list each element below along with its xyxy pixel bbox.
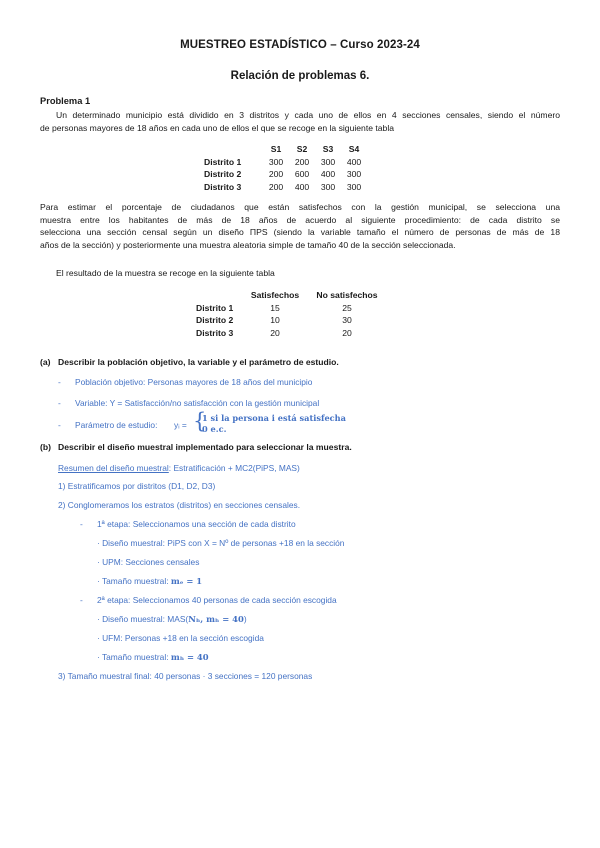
- bullet-dash: -: [58, 420, 61, 430]
- design-line-4: años de la sección) y posteriormente una muestra aleatoria simple de tamaño 40 de la sección seleccionada.: [40, 239, 456, 250]
- stage-1-title: 1ª etapa: Seleccionamos una sección de cada distrito: [97, 519, 296, 529]
- table-row: [204, 168, 367, 181]
- table-row: [204, 156, 367, 169]
- table-cell: 20: [270, 328, 280, 339]
- target-population: Población objetivo: Personas mayores de 18 años del municipio: [75, 377, 313, 387]
- table-row: [196, 314, 394, 327]
- study-variable: Variable: Y = Satisfacción/no satisfacción con la gestión municipal: [75, 398, 320, 408]
- stage-2-unit: · UFM: Personas +18 en la sección escogida: [97, 633, 264, 643]
- table-cell: 300: [346, 169, 362, 180]
- table-cell: 15: [270, 302, 280, 313]
- design-close: ): [243, 614, 247, 624]
- table-cell: 10: [270, 315, 280, 326]
- brace-symbol: {: [193, 409, 207, 433]
- size-label: · Tamaño muestral:: [97, 652, 169, 662]
- design-line-1: Para estimar el porcentaje de ciudadanos que están satisfechos con la gestión municipal, se selecciona una: [40, 202, 560, 212]
- bullet-dash: -: [58, 398, 61, 408]
- row-label: Distrito 1: [196, 302, 234, 313]
- design-math: 𝐍ₕ, 𝐦ₕ = 𝟒𝟎: [188, 614, 244, 624]
- part-a-question: Describir la población objetivo, la variable y el parámetro de estudio.: [58, 357, 339, 367]
- intro-line-1: Un determinado municipio está dividido en 3 distritos y cada uno de ellos en 4 secciones censales, siendo el número: [56, 110, 560, 120]
- parameter-label: Parámetro de estudio:: [75, 420, 158, 430]
- table-row: [196, 327, 394, 340]
- row-label: Distrito 1: [204, 156, 242, 167]
- bullet-dash: -: [58, 377, 61, 387]
- table-cell: 400: [320, 169, 336, 180]
- table1-header-s1: S1: [270, 144, 282, 155]
- sample-result-table: [196, 289, 394, 339]
- summary-value: : Estratificación + MC2(PiPS, MAS): [168, 463, 300, 473]
- table1-header-s2: S2: [296, 144, 308, 155]
- row-label: Distrito 2: [196, 315, 234, 326]
- table2-header-satisfied: Satisfechos: [250, 290, 300, 301]
- size-label: · Tamaño muestral:: [97, 576, 169, 586]
- design-line-2: muestra entre los habitantes de más de 18 años de acuerdo al siguiente procedimiento: de cada distrito se: [40, 214, 560, 225]
- table-cell: 25: [342, 302, 352, 313]
- population-table: [204, 143, 367, 193]
- result-text: El resultado de la muestra se recoge en la siguiente tabla: [56, 268, 275, 278]
- intro-line-2: de personas mayores de 18 años en cada uno de ellos el que se recoge en la siguiente tabla: [40, 122, 395, 133]
- table-cell: 200: [268, 169, 284, 180]
- table1-header-s3: S3: [322, 144, 334, 155]
- table-cell: 300: [320, 156, 336, 167]
- table-cell: 20: [342, 328, 352, 339]
- stage-1-size: [97, 576, 202, 586]
- document-subtitle: Relación de problemas 6.: [230, 70, 370, 82]
- design-label: · Diseño muestral: MAS(: [97, 614, 189, 624]
- table-cell: 200: [268, 182, 284, 193]
- step-stratify: 1) Estratificamos por distritos (D1, D2, D3): [58, 481, 216, 491]
- stage-1-design: · Diseño muestral: PiPS con X = Nº de personas +18 en la sección: [97, 538, 345, 548]
- row-label: Distrito 2: [204, 169, 242, 180]
- table-row: [204, 181, 367, 194]
- size-math: 𝐦ₕ = 𝟒𝟎: [170, 652, 209, 662]
- parameter-case-2: 0 e.c.: [202, 424, 227, 434]
- stage-1-unit: · UPM: Secciones censales: [97, 557, 200, 567]
- summary-label: Resumen del diseño muestral: [58, 463, 169, 473]
- parameter-case-1: 1 si la persona i está satisfecha: [202, 413, 346, 423]
- stage-2-design: [97, 614, 247, 624]
- problem-intro: [40, 109, 560, 134]
- row-label: Distrito 3: [196, 328, 234, 339]
- table-cell: 400: [346, 156, 362, 167]
- parameter-symbol: yᵢ =: [174, 420, 187, 430]
- table2-header-not-satisfied: No satisfechos: [316, 290, 378, 301]
- part-b-label: (b): [40, 442, 51, 452]
- part-a-label: (a): [40, 357, 51, 367]
- part-b-question: Describir el diseño muestral implementado para seleccionar la muestra.: [58, 442, 352, 452]
- design-description: [40, 201, 560, 251]
- stage-2-size: [97, 652, 209, 662]
- table-cell: 30: [342, 315, 352, 326]
- problem-label: Problema 1: [40, 96, 91, 106]
- design-line-3: selecciona una sección censal según un diseño ΠPS (siendo la variable tamaño el número de personas de más de 18: [40, 227, 560, 237]
- stage-2-title: 2ª etapa: Seleccionamos 40 personas de cada sección escogida: [97, 595, 337, 605]
- table-cell: 600: [294, 169, 310, 180]
- table-cell: 200: [294, 156, 310, 167]
- step-cluster: 2) Conglomeramos los estratos (distritos) en secciones censales.: [58, 500, 301, 510]
- table-cell: 300: [268, 156, 284, 167]
- table-row: [196, 302, 394, 315]
- table1-header-s4: S4: [348, 144, 360, 155]
- final-sample-size: 3) Tamaño muestral final: 40 personas · 3 secciones = 120 personas: [58, 671, 313, 681]
- bullet-dash: -: [80, 519, 83, 529]
- document-title: MUESTREO ESTADÍSTICO – Curso 2023-24: [180, 39, 420, 51]
- row-label: Distrito 3: [204, 182, 242, 193]
- table-cell: 400: [294, 182, 310, 193]
- bullet-dash: -: [80, 595, 83, 605]
- table-cell: 300: [320, 182, 336, 193]
- design-summary: [58, 463, 300, 473]
- table-cell: 300: [346, 182, 362, 193]
- size-math: 𝐦ₑ = 𝟏: [170, 576, 203, 586]
